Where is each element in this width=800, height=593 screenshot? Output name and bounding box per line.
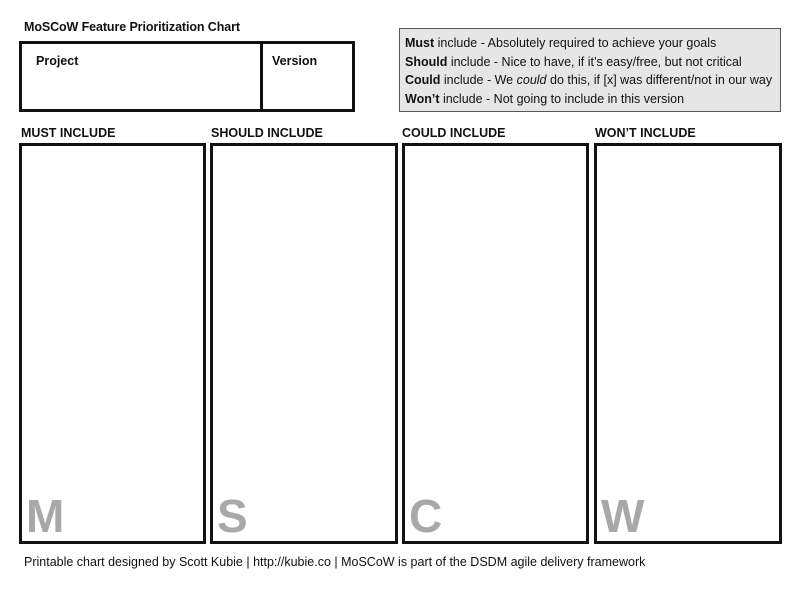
legend-should-desc: include - Nice to have, if it’s easy/free, but not critical: [447, 54, 742, 69]
header-should: SHOULD INCLUDE: [211, 126, 323, 140]
header-wont: WON’T INCLUDE: [595, 126, 696, 140]
legend-should-term: Should: [405, 54, 448, 69]
letter-m: M: [26, 490, 65, 542]
footer-credit: Printable chart designed by Scott Kubie | http://kubie.co | MoSCoW is part of the DSDM agile delivery framework: [24, 555, 646, 569]
project-label: Project: [36, 54, 79, 68]
legend-box: [399, 28, 781, 112]
project-field[interactable]: [22, 44, 263, 109]
letter-w: W: [601, 490, 645, 542]
legend-row-should: [405, 53, 780, 72]
column-wont[interactable]: [594, 143, 782, 544]
legend-must-term: Must: [405, 36, 435, 50]
column-could[interactable]: [402, 143, 589, 544]
column-must[interactable]: [19, 143, 206, 544]
legend-wont-term: Won’t: [405, 91, 440, 106]
letter-s: S: [217, 490, 248, 542]
letter-c: C: [409, 490, 443, 542]
version-field[interactable]: [263, 44, 352, 109]
legend-could-term: Could: [405, 73, 441, 87]
legend-could-desc-before: include - We: [440, 73, 517, 87]
version-label: Version: [272, 54, 318, 68]
legend-must-desc: include - Absolutely required to achieve your goals: [434, 36, 717, 50]
legend-wont-desc: include - Not going to include in this version: [439, 91, 685, 106]
legend-could-desc-after: do this, if [x] was different/not in our way: [546, 73, 773, 87]
header-must: MUST INCLUDE: [21, 126, 116, 140]
legend-could-italic: could: [516, 73, 547, 87]
legend-row-must: [405, 34, 780, 53]
column-should[interactable]: [210, 143, 398, 544]
legend-row-wont: [405, 90, 780, 109]
header-could: COULD INCLUDE: [402, 126, 506, 140]
project-version-box: [19, 41, 355, 112]
legend-row-could: [405, 71, 780, 90]
page-title: MoSCoW Feature Prioritization Chart: [24, 20, 240, 34]
